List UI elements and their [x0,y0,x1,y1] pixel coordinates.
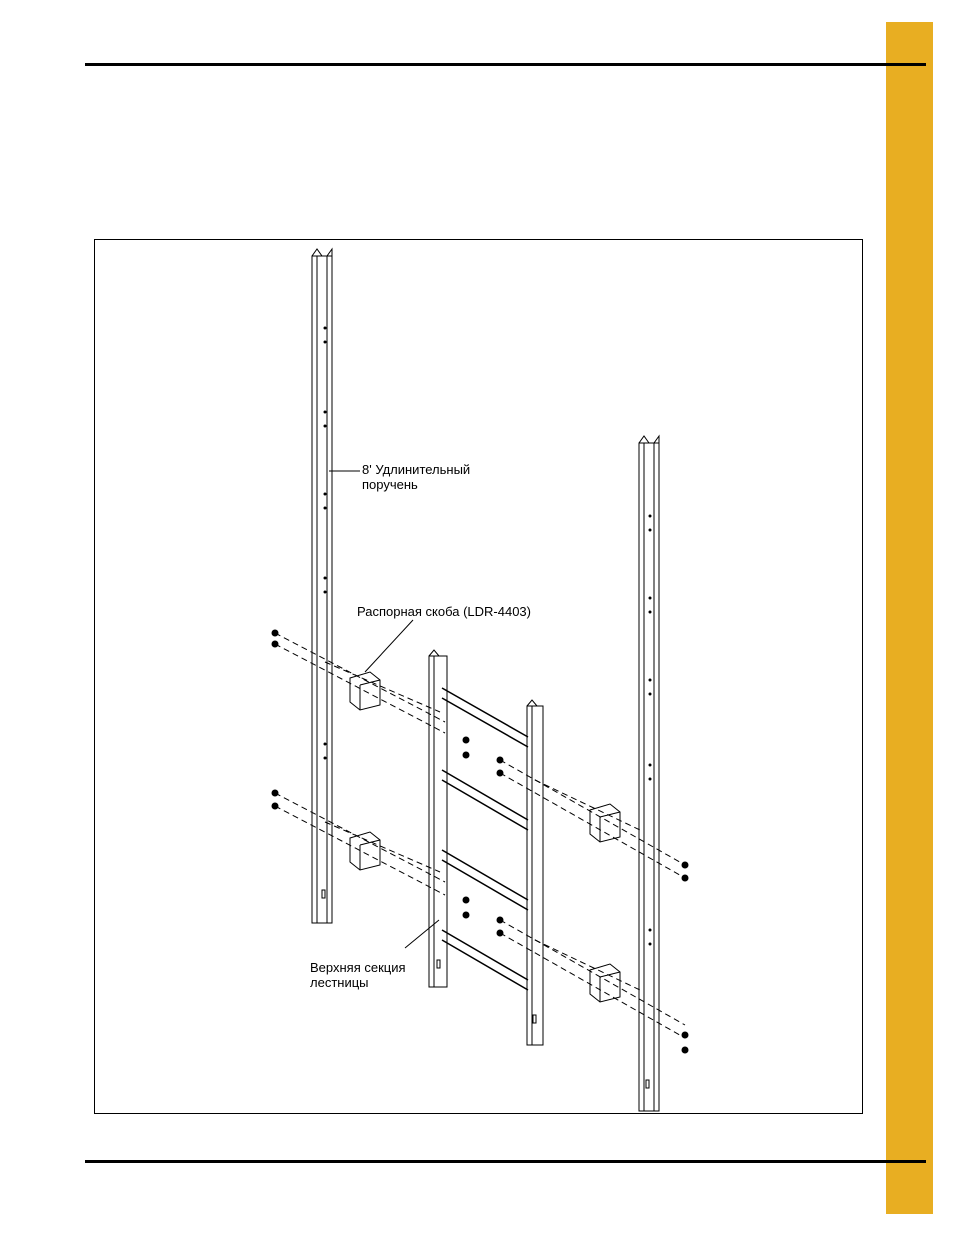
extension-handrail-right [639,436,659,1111]
callout-upper-ladder-section [310,960,406,990]
header-rule [85,63,926,66]
callout-ladder-line1: Верхняя секция [310,960,406,975]
ladder-section-front-rail [429,650,447,987]
callout-extension-handrail [362,462,470,492]
callout-bracket-line1: Распорная скоба (LDR-4403) [357,604,531,619]
ladder-rungs [442,688,528,990]
callout-standoff-bracket [357,604,531,619]
callout-handrail-line2: поручень [362,477,418,492]
callout-handrail-line1: 8' Удлинительный [362,462,471,477]
leader-lines [329,471,439,948]
ladder-assembly-drawing [95,240,862,1113]
standoff-brackets [350,672,620,1002]
assembly-figure [94,239,863,1114]
callout-ladder-line2: лестницы [310,975,369,990]
extension-handrail-left [312,249,332,923]
section-tab [886,22,933,1214]
footer-rule [85,1160,926,1163]
ladder-section-back-rail [527,700,543,1045]
